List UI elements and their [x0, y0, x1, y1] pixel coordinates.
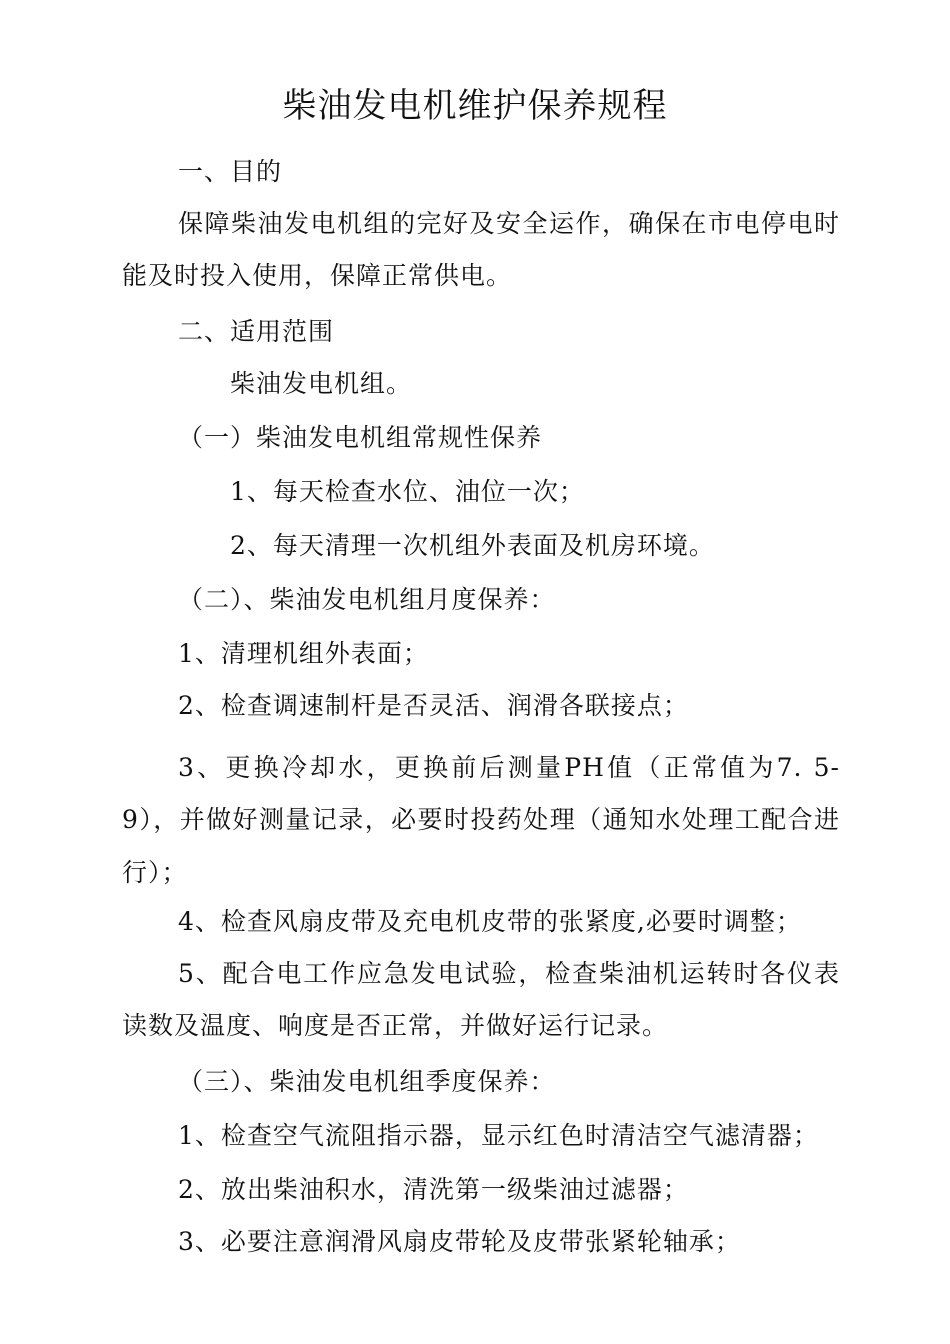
list-item: 3、必要注意润滑风扇皮带轮及皮带张紧轮轴承；: [178, 1227, 741, 1256]
list-item: 1、每天检查水位、油位一次；: [230, 477, 585, 506]
list-item: 1、检查空气流阻指示器，显示红色时清洁空气滤清器；: [178, 1121, 819, 1150]
paragraph-purpose: 保障柴油发电机组的完好及安全运作，确保在市电停电时能及时投入使用，保障正常供电。: [122, 209, 840, 291]
list-item: 2、检查调速制杆是否灵活、润滑各联接点；: [178, 691, 689, 720]
list-item: 2、每天清理一次机组外表面及机房环境。: [230, 531, 715, 560]
list-item: 3、更换冷却水，更换前后测量PH值（正常值为7. 5-9），并做好测量记录，必要时投药处理（通知水处理工配合进行）；: [122, 753, 840, 887]
subsection-heading-routine: （一）柴油发电机组常规性保养: [178, 423, 543, 452]
paragraph-scope: 柴油发电机组。: [230, 369, 413, 398]
section-heading-purpose: 一、目的: [178, 157, 283, 186]
list-item: 2、放出柴油积水，清洗第一级柴油过滤器；: [178, 1175, 689, 1204]
list-item: 1、清理机组外表面；: [178, 639, 429, 668]
section-heading-scope: 二、适用范围: [178, 317, 335, 346]
list-item: 5、配合电工作应急发电试验，检查柴油机运转时各仪表读数及温度、响度是否正常，并做好运行记录。: [122, 959, 840, 1041]
subsection-heading-monthly: （二）、柴油发电机组月度保养：: [178, 585, 556, 614]
list-item: 4、检查风扇皮带及充电机皮带的张紧度,必要时调整；: [178, 907, 802, 936]
document-title: 柴油发电机维护保养规程: [282, 86, 668, 126]
subsection-heading-quarterly: （三）、柴油发电机组季度保养：: [178, 1067, 556, 1096]
